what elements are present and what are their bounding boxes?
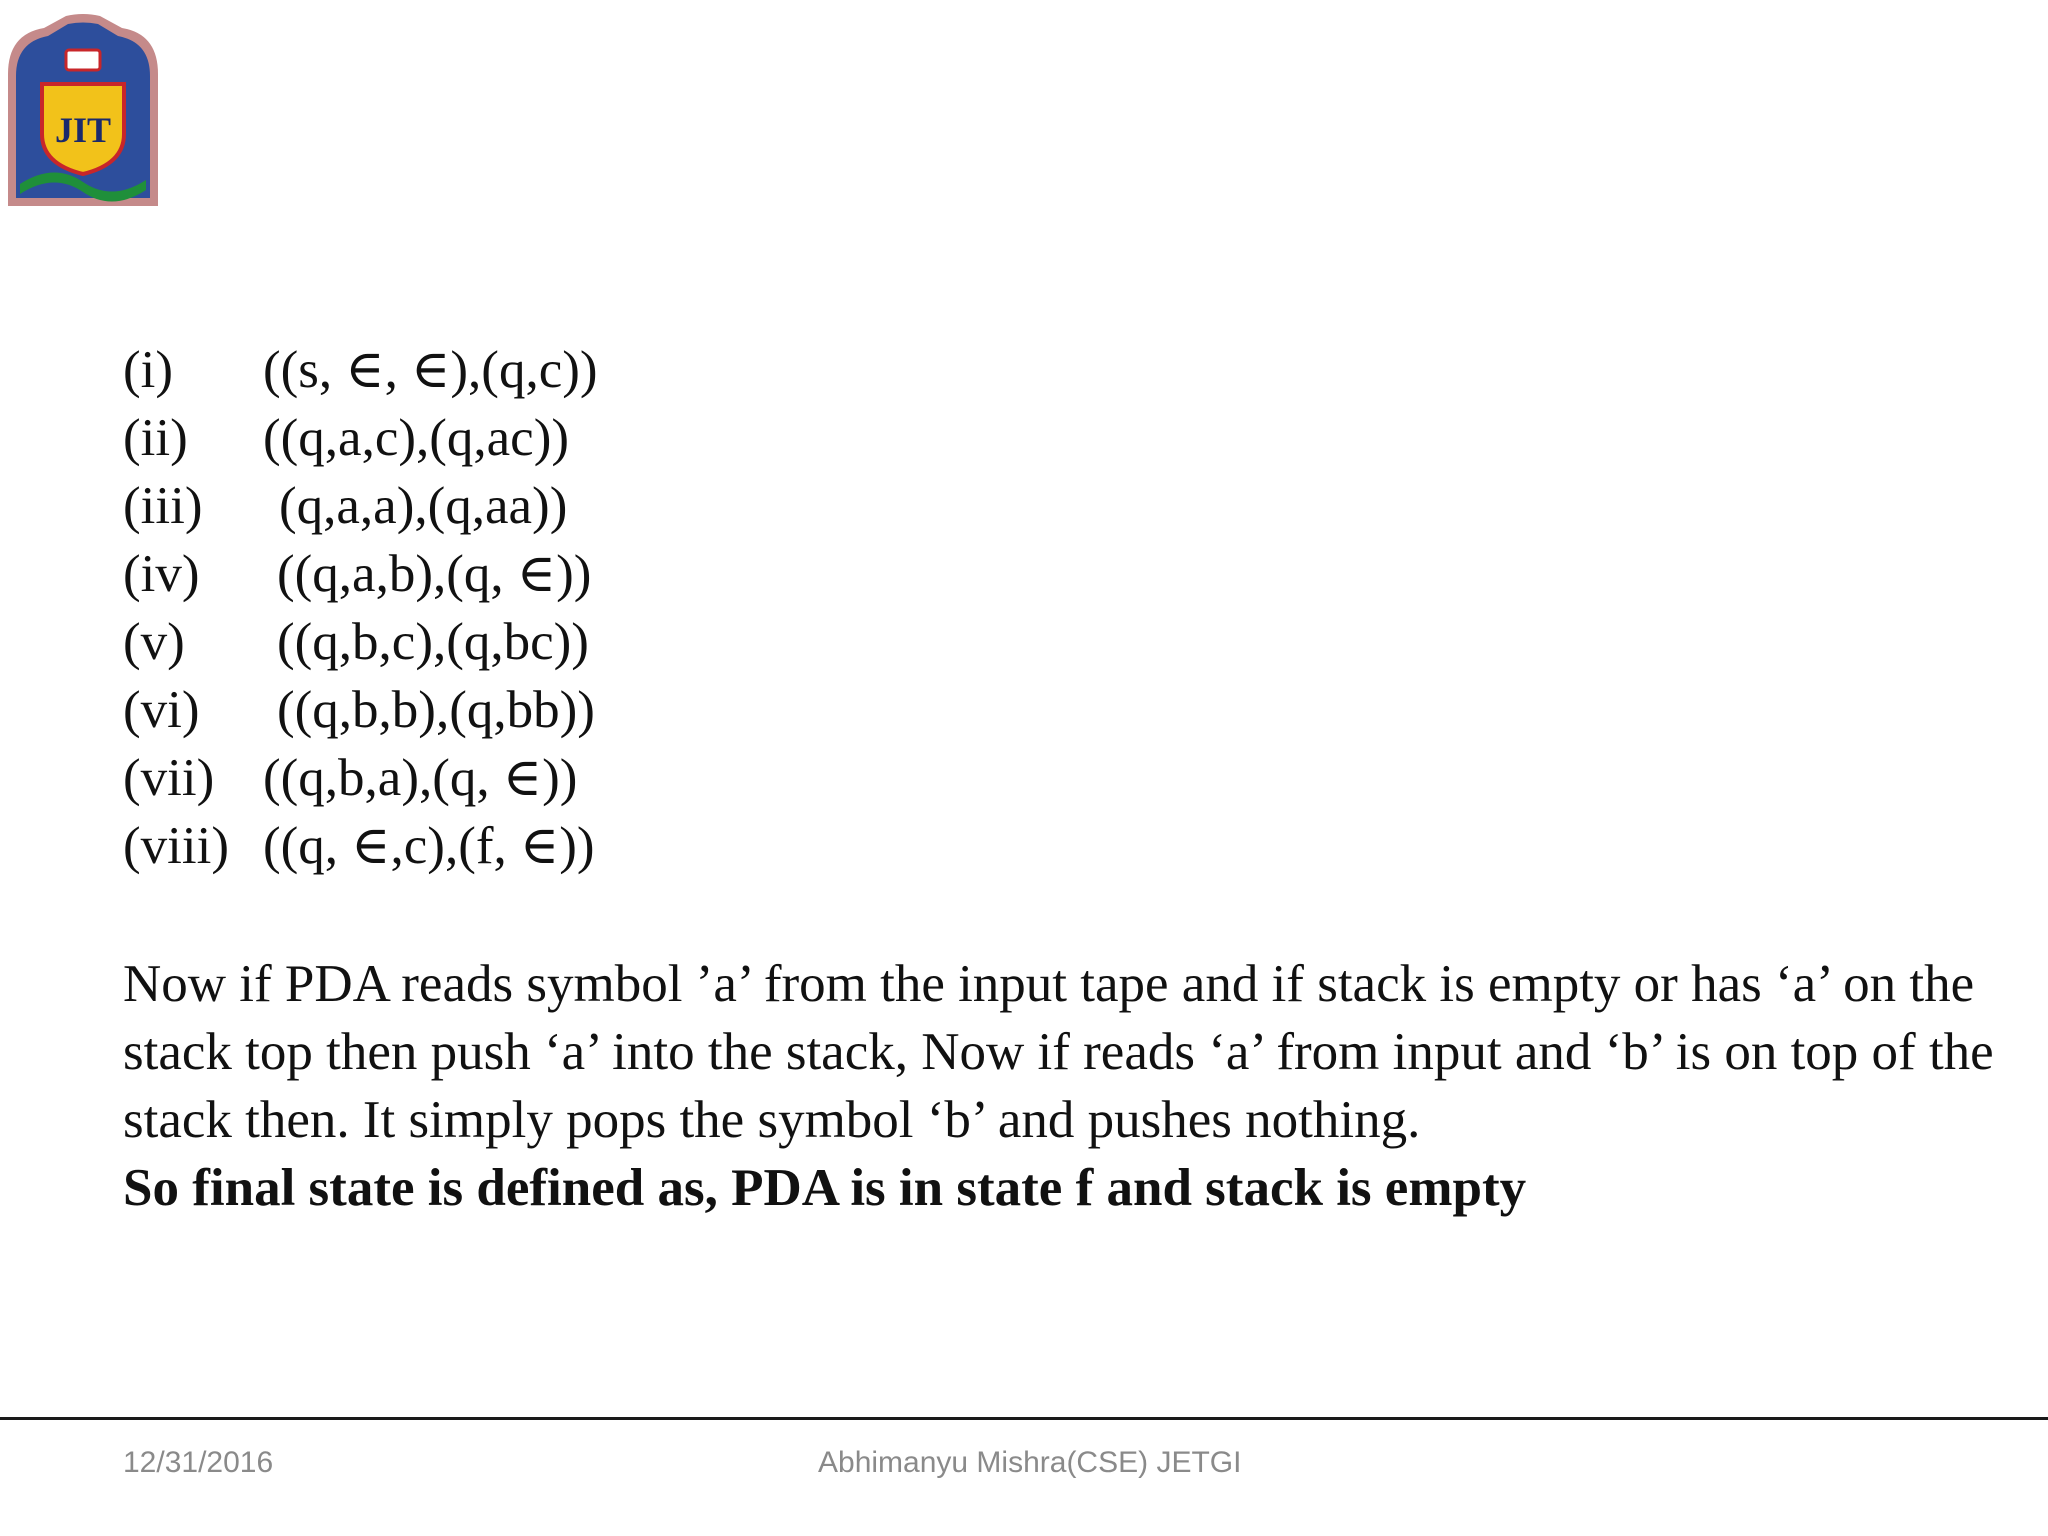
transition-rule: [123, 744, 598, 812]
college-logo: [4, 14, 162, 210]
rule-transition: ((q,a,c),(q,ac)): [263, 409, 569, 467]
explanation-text: Now if PDA reads symbol ’a’ from the input tape and if stack is empty or has ‘a’ on the stack top then push ‘a’ into the stack, Now if reads ‘a’ from input and ‘b’ is on top of the stack then. It simply pops the symbol ‘b’ and pushes nothing.: [123, 955, 1994, 1149]
book-icon: [66, 50, 100, 70]
rule-number: (ii): [123, 409, 188, 467]
logo-emblem-text: JIT: [54, 110, 112, 150]
rule-transition: (q,a,a),(q,aa)): [279, 477, 568, 535]
transition-rule: [123, 472, 598, 540]
transition-rule: [123, 608, 598, 676]
rule-transition: ((q, ∈,c),(f, ∈)): [263, 817, 595, 875]
explanation-block: [123, 950, 2003, 1222]
rule-number: (vii): [123, 749, 215, 807]
rule-number: (vi): [123, 681, 200, 739]
transition-rule: [123, 676, 598, 744]
rule-number: (v): [123, 613, 185, 671]
transition-rule: [123, 336, 598, 404]
footer-author: Abhimanyu Mishra(CSE) JETGI: [818, 1446, 1242, 1479]
rule-transition: ((q,b,b),(q,bb)): [277, 681, 595, 739]
footer-date: 12/31/2016: [123, 1446, 274, 1479]
transition-rule: [123, 404, 598, 472]
rule-transition: ((q,b,a),(q, ∈)): [263, 749, 578, 807]
rule-transition: ((q,b,c),(q,bc)): [277, 613, 589, 671]
rule-transition: ((s, ∈, ∈),(q,c)): [263, 341, 598, 399]
rule-number: (viii): [123, 817, 229, 875]
rule-number: (iv): [123, 545, 200, 603]
rule-number: (iii): [123, 477, 203, 535]
transition-rule: [123, 812, 598, 880]
conclusion-text: So final state is defined as, PDA is in state f and stack is empty: [123, 1159, 1527, 1217]
footer-divider: [0, 1417, 2048, 1420]
rule-transition: ((q,a,b),(q, ∈)): [277, 545, 592, 603]
transition-rule: [123, 540, 598, 608]
rule-number: (i): [123, 341, 174, 399]
transition-rules-list: [123, 336, 598, 880]
